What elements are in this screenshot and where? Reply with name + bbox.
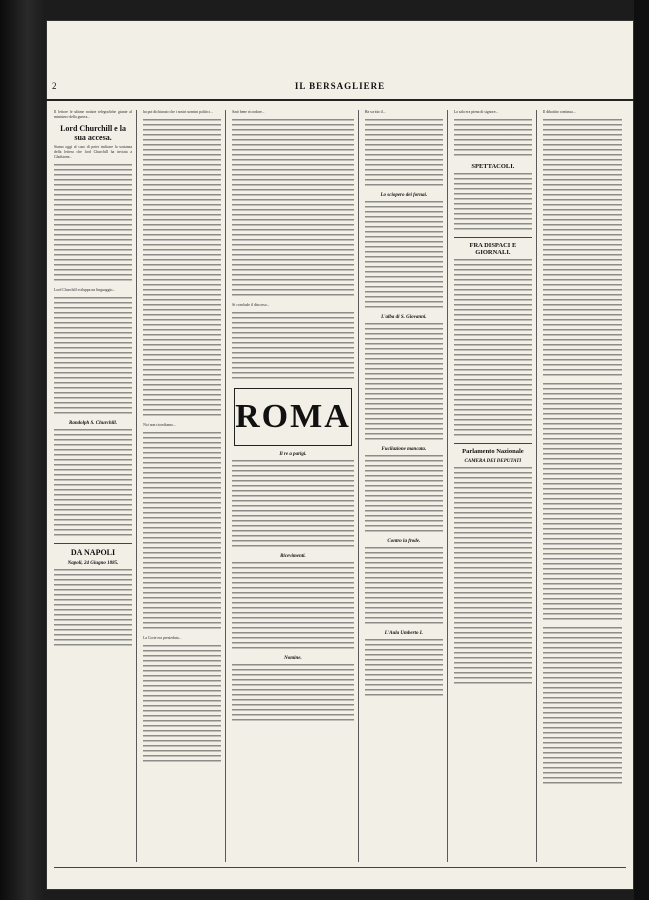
- col1-p1: Siamo oggi al caso di poter indicare la sostanza della lettera che lord Churchill ha inviata a Gladstone...: [54, 145, 133, 159]
- page-number-left: 2: [52, 81, 57, 91]
- col4-text-6: [365, 639, 443, 699]
- scan-right-edge: [634, 0, 649, 900]
- roma-title: ROMA: [235, 398, 351, 435]
- col4-head-2: L'alba di S. Giovanni.: [381, 315, 427, 320]
- bottom-rule: [54, 867, 626, 868]
- col3-sub: Il re a parigi.: [279, 452, 307, 457]
- col4-text-5: [365, 547, 443, 627]
- col1-signature: Randolph S. Churchill.: [68, 421, 118, 426]
- col4-p1: Ha scritto il...: [364, 110, 386, 114]
- col2-text: [143, 119, 221, 419]
- col4-head-1: Lo sciopero dei fornai.: [380, 193, 428, 198]
- col3-text-5: [232, 664, 354, 724]
- column-6: [543, 110, 626, 862]
- col3-sub-3: Nomine.: [284, 656, 302, 661]
- scan-left-edge: [0, 0, 46, 900]
- col3-text-4: [232, 562, 354, 652]
- col1-text-2: [54, 297, 132, 417]
- spettacoli-heading: SPETTACOLI.: [471, 163, 515, 170]
- col5-text-3: [454, 259, 532, 439]
- col1-headline: Lord Churchill e la sua accesa.: [60, 124, 126, 142]
- dispacci-heading: FRA DISPACI E GIORNALI.: [469, 242, 517, 256]
- col4-text-3: [365, 323, 443, 443]
- parlamento-heading: Parlamento Nazionale: [462, 448, 524, 455]
- col4-text-4: [365, 455, 443, 535]
- roma-section-header: [234, 388, 352, 446]
- col6-text: [543, 119, 622, 379]
- column-2: [143, 110, 226, 862]
- col4-head-4: Contro la frode.: [387, 539, 421, 544]
- col2-text-2: [143, 432, 221, 632]
- col4-text-2: [365, 201, 443, 311]
- col6-text-2: [543, 383, 622, 623]
- col3-p2: Si conclude il discorso...: [232, 303, 270, 307]
- col4-head-3: Fucilazione mancata.: [381, 447, 427, 452]
- col1-p2: Lord Churchill sviluppa un linguaggio...: [54, 288, 116, 292]
- col1-text-3: [54, 429, 132, 539]
- masthead: [46, 77, 634, 101]
- col2-p1: ha poi dichiarato che i nostri uomini politici...: [143, 110, 213, 114]
- column-3: [232, 110, 359, 862]
- article-columns: [54, 110, 626, 862]
- col1-headline-2: DA NAPOLI: [70, 548, 116, 557]
- col1-dateline: Napoli, 24 Giugno 1885.: [67, 561, 119, 566]
- divider: [454, 237, 532, 238]
- col1-text-4: [54, 569, 132, 649]
- col1-intro: Il lettore le ultime notizie telegrafiche giunte al ministero della guerra...: [54, 110, 133, 119]
- col1-text: [54, 164, 132, 284]
- col5-p1: La sala era piena di signore...: [453, 110, 499, 114]
- col4-head-5: L'Aula Umberto I.: [384, 631, 423, 636]
- col4-text: [365, 119, 443, 189]
- col5-text-2: [454, 173, 532, 233]
- divider: [454, 443, 532, 444]
- col5-text-4: [454, 467, 532, 687]
- newspaper-page: [46, 20, 634, 890]
- col2-text-3: [143, 645, 221, 765]
- col6-text-3: [543, 627, 622, 787]
- col2-p3: La Corte era presieduta...: [143, 636, 182, 640]
- col3-text: [232, 119, 354, 299]
- col3-sub-2: Ricevimenti.: [280, 554, 306, 559]
- newspaper-title: IL BERSAGLIERE: [294, 81, 386, 91]
- divider: [54, 543, 132, 544]
- col3-text-3: [232, 460, 354, 550]
- col2-p2: Noi non ricordiamo...: [143, 423, 176, 427]
- col5-text: [454, 119, 532, 159]
- column-4: [365, 110, 448, 862]
- parlamento-sub: CAMERA DEI DEPUTATI: [464, 459, 522, 464]
- col6-p1: Il dibattito continua...: [542, 110, 576, 114]
- column-5: [454, 110, 537, 862]
- column-1: [54, 110, 137, 862]
- col3-p1: Sarà bene ricordare...: [232, 110, 265, 114]
- col3-text-2: [232, 312, 354, 382]
